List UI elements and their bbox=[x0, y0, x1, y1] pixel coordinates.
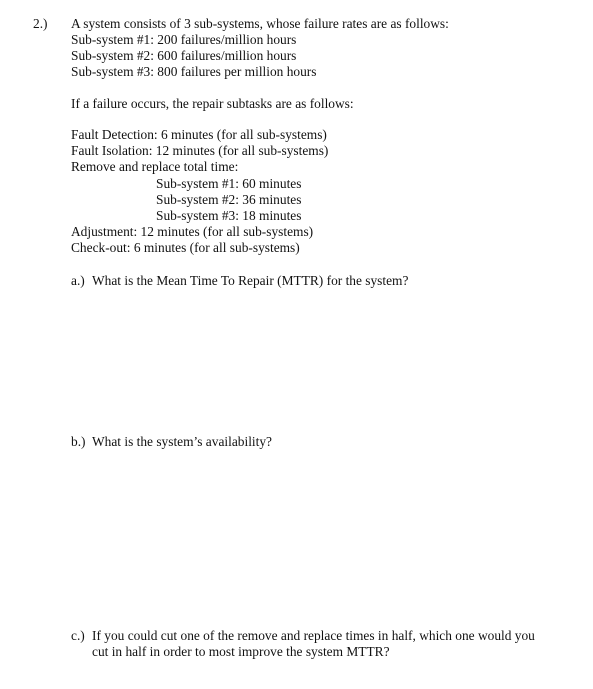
question-a-label: a.) bbox=[71, 273, 85, 288]
question-c-label: c.) bbox=[71, 628, 85, 643]
failure-rate-subsystem-2: Sub-system #2: 600 failures/million hours bbox=[71, 48, 297, 63]
problem-number: 2.) bbox=[33, 16, 48, 31]
repair-intro: If a failure occurs, the repair subtasks are as follows: bbox=[71, 96, 354, 111]
remove-replace-subsystem-2: Sub-system #2: 36 minutes bbox=[156, 192, 302, 207]
fault-isolation: Fault Isolation: 12 minutes (for all sub-systems) bbox=[71, 143, 329, 158]
question-b-label: b.) bbox=[71, 434, 86, 449]
fault-detection: Fault Detection: 6 minutes (for all sub-systems) bbox=[71, 127, 327, 142]
question-b-text: What is the system’s availability? bbox=[92, 434, 272, 449]
checkout: Check-out: 6 minutes (for all sub-systems) bbox=[71, 240, 300, 255]
question-a-text: What is the Mean Time To Repair (MTTR) for the system? bbox=[92, 273, 409, 288]
question-c-text-line-1: If you could cut one of the remove and replace times in half, which one would you bbox=[92, 628, 535, 643]
failure-rate-subsystem-1: Sub-system #1: 200 failures/million hours bbox=[71, 32, 297, 47]
question-c-text-line-2: cut in half in order to most improve the system MTTR? bbox=[92, 644, 390, 659]
adjustment: Adjustment: 12 minutes (for all sub-systems) bbox=[71, 224, 314, 239]
problem-intro: A system consists of 3 sub-systems, whose failure rates are as follows: bbox=[71, 16, 449, 31]
failure-rate-subsystem-3: Sub-system #3: 800 failures per million hours bbox=[71, 64, 317, 79]
remove-replace-subsystem-3: Sub-system #3: 18 minutes bbox=[156, 208, 302, 223]
remove-replace-subsystem-1: Sub-system #1: 60 minutes bbox=[156, 176, 302, 191]
remove-replace-header: Remove and replace total time: bbox=[71, 159, 239, 174]
